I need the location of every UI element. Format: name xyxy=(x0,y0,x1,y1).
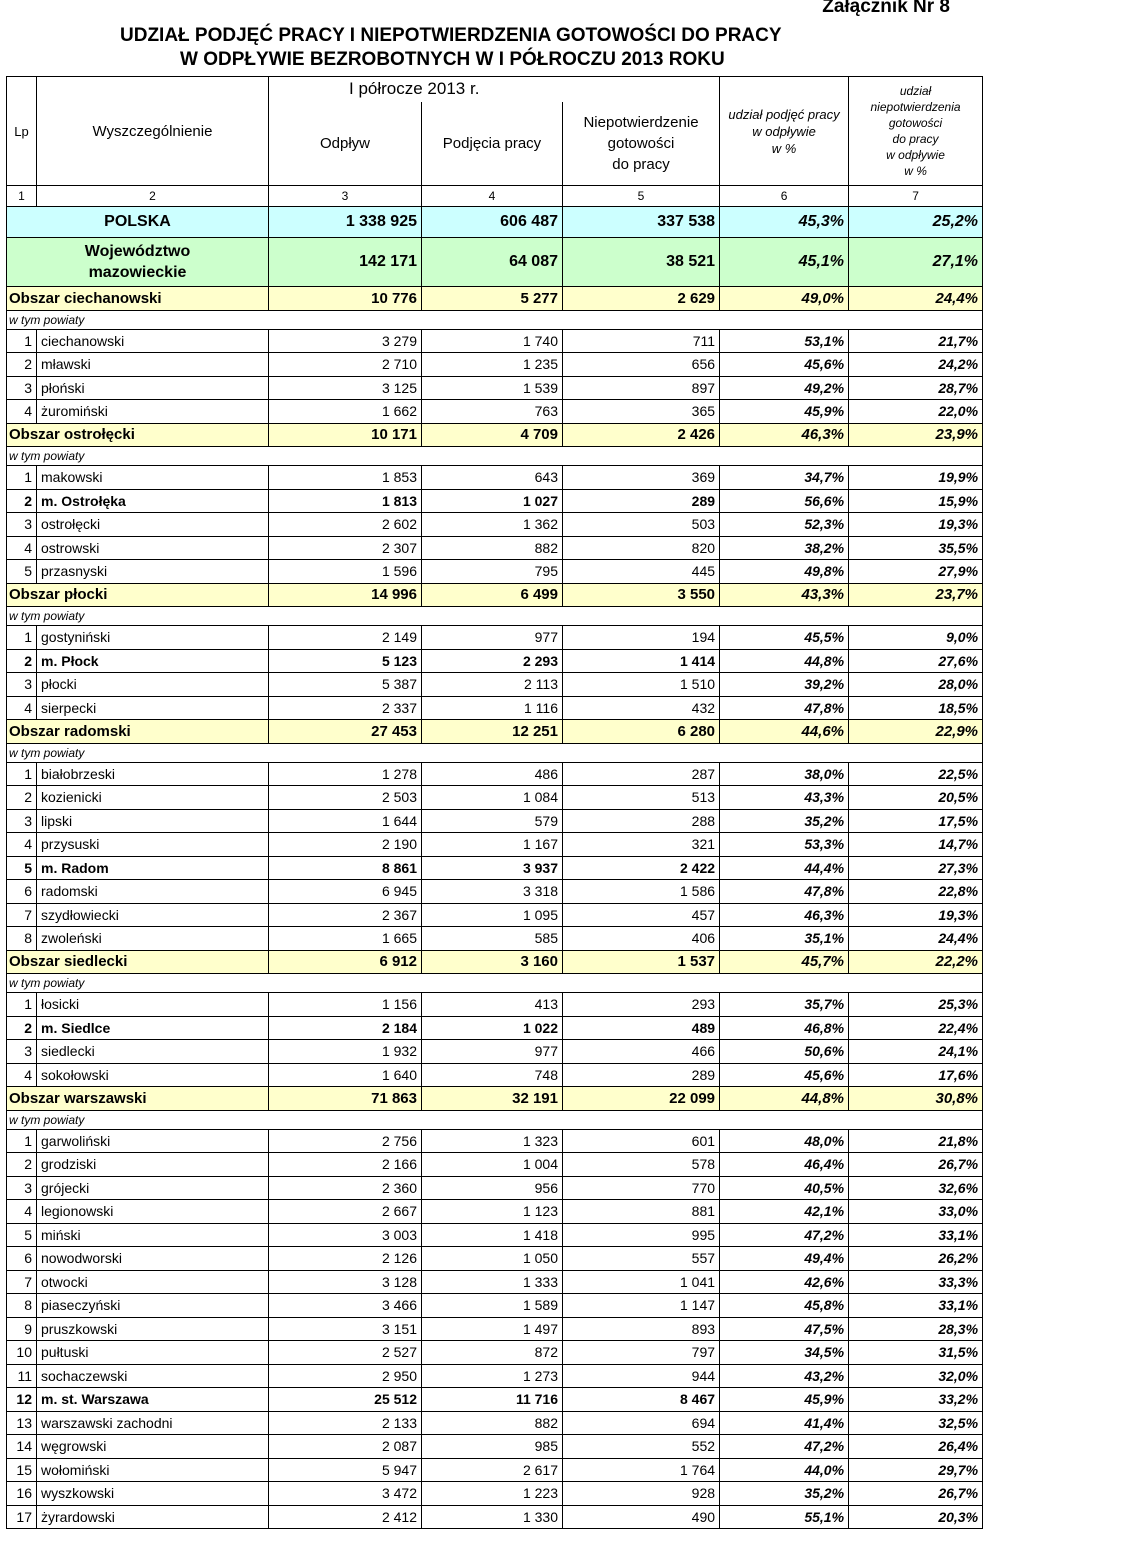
header-odplyw: Odpływ xyxy=(269,102,422,186)
table-row: 9 pruszkowski 3 151 1 497 893 47,5% 28,3% xyxy=(7,1317,983,1341)
header-lp: Lp xyxy=(7,77,37,186)
table-row: 1 białobrzeski 1 278 486 287 38,0% 22,5% xyxy=(7,762,983,786)
table-row: 16 wyszkowski 3 472 1 223 928 35,2% 26,7% xyxy=(7,1482,983,1506)
region-row: Obszar siedlecki 6 912 3 160 1 537 45,7% 22,2% xyxy=(7,950,983,974)
region-row: Obszar ostrołęcki 10 171 4 709 2 426 46,3% 23,9% xyxy=(7,423,983,447)
row-polska: POLSKA 1 338 925 606 487 337 538 45,3% 25,2% xyxy=(7,207,983,238)
title-line-2: W ODPŁYWIE BEZROBOTNYCH W I PÓŁROCZU 2013 ROKU xyxy=(180,49,725,70)
region-row: Obszar płocki 14 996 6 499 3 550 43,3% 23,7% xyxy=(7,583,983,607)
row-mazowieckie: Województwo mazowieckie 142 171 64 087 38 521 45,1% 27,1% xyxy=(7,238,983,287)
table-row: 2 kozienicki 2 503 1 084 513 43,3% 20,5% xyxy=(7,786,983,810)
table-row: 3 płocki 5 387 2 113 1 510 39,2% 28,0% xyxy=(7,673,983,697)
subheader-row: w tym powiaty xyxy=(7,743,983,762)
header-udzial-podjec: udział podjęć pracy w odpływie w % xyxy=(720,77,849,186)
data-table xyxy=(6,76,983,1529)
table-row: 5 miński 3 003 1 418 995 47,2% 33,1% xyxy=(7,1223,983,1247)
header-udzial-niepotw: udział niepotwierdzenia gotowości do pracy w odpływie w % xyxy=(849,77,983,186)
annex-label: Załącznik Nr 8 xyxy=(822,0,950,17)
table-row: 8 piaseczyński 3 466 1 589 1 147 45,8% 33,1% xyxy=(7,1294,983,1318)
table-row: 2 m. Ostrołęka 1 813 1 027 289 56,6% 15,9% xyxy=(7,489,983,513)
table-row: 17 żyrardowski 2 412 1 330 490 55,1% 20,3% xyxy=(7,1505,983,1529)
table-row: 6 radomski 6 945 3 318 1 586 47,8% 22,8% xyxy=(7,880,983,904)
table-row: 2 grodziski 2 166 1 004 578 46,4% 26,7% xyxy=(7,1153,983,1177)
header-period: I półrocze 2013 r. xyxy=(269,77,720,102)
subheader-row: w tym powiaty xyxy=(7,310,983,329)
subheader-row: w tym powiaty xyxy=(7,447,983,466)
table-row: 6 nowodworski 2 126 1 050 557 49,4% 26,2% xyxy=(7,1247,983,1271)
column-numbers: 1 2 3 4 5 6 7 xyxy=(7,186,983,207)
table-row: 3 grójecki 2 360 956 770 40,5% 32,6% xyxy=(7,1176,983,1200)
table-row: 4 ostrowski 2 307 882 820 38,2% 35,5% xyxy=(7,536,983,560)
subheader-row: w tym powiaty xyxy=(7,974,983,993)
header-wyszczegolnienie: Wyszczególnienie xyxy=(37,77,269,186)
table-row: 14 węgrowski 2 087 985 552 47,2% 26,4% xyxy=(7,1435,983,1459)
table-row: 2 mławski 2 710 1 235 656 45,6% 24,2% xyxy=(7,353,983,377)
table-row: 4 legionowski 2 667 1 123 881 42,1% 33,0% xyxy=(7,1200,983,1224)
table-row: 7 otwocki 3 128 1 333 1 041 42,6% 33,3% xyxy=(7,1270,983,1294)
table-row: 11 sochaczewski 2 950 1 273 944 43,2% 32,0% xyxy=(7,1364,983,1388)
table-row: 1 gostyniński 2 149 977 194 45,5% 9,0% xyxy=(7,626,983,650)
table-row: 13 warszawski zachodni 2 133 882 694 41,4% 32,5% xyxy=(7,1411,983,1435)
title-line-1: UDZIAŁ PODJĘĆ PRACY I NIEPOTWIERDZENIA GOTOWOŚCI DO PRACY xyxy=(120,25,782,46)
region-row: Obszar radomski 27 453 12 251 6 280 44,6% 22,9% xyxy=(7,720,983,744)
table-row: 8 zwoleński 1 665 585 406 35,1% 24,4% xyxy=(7,927,983,951)
table-row: 4 sierpecki 2 337 1 116 432 47,8% 18,5% xyxy=(7,696,983,720)
region-row: Obszar ciechanowski 10 776 5 277 2 629 49,0% 24,4% xyxy=(7,287,983,311)
table-row: 1 garwoliński 2 756 1 323 601 48,0% 21,8% xyxy=(7,1129,983,1153)
subheader-row: w tym powiaty xyxy=(7,607,983,626)
table-row: 4 sokołowski 1 640 748 289 45,6% 17,6% xyxy=(7,1063,983,1087)
region-row: Obszar warszawski 71 863 32 191 22 099 44,8% 30,8% xyxy=(7,1087,983,1111)
table-row: 15 wołomiński 5 947 2 617 1 764 44,0% 29,7% xyxy=(7,1458,983,1482)
table-row: 3 lipski 1 644 579 288 35,2% 17,5% xyxy=(7,809,983,833)
table-row: 5 przasnyski 1 596 795 445 49,8% 27,9% xyxy=(7,560,983,584)
table-row: 4 przysuski 2 190 1 167 321 53,3% 14,7% xyxy=(7,833,983,857)
table-row: 7 szydłowiecki 2 367 1 095 457 46,3% 19,3% xyxy=(7,903,983,927)
table-row: 3 ostrołęcki 2 602 1 362 503 52,3% 19,3% xyxy=(7,513,983,537)
table-row: 3 siedlecki 1 932 977 466 50,6% 24,1% xyxy=(7,1040,983,1064)
table-row: 1 ciechanowski 3 279 1 740 711 53,1% 21,7% xyxy=(7,329,983,353)
table-row: 1 łosicki 1 156 413 293 35,7% 25,3% xyxy=(7,993,983,1017)
table-row: 3 płoński 3 125 1 539 897 49,2% 28,7% xyxy=(7,376,983,400)
page-title xyxy=(0,24,960,72)
table-row: 2 m. Siedlce 2 184 1 022 489 46,8% 22,4% xyxy=(7,1016,983,1040)
subheader-row: w tym powiaty xyxy=(7,1110,983,1129)
header-niepotwierdzenie: Niepotwierdzenie gotowości do pracy xyxy=(563,102,720,186)
table-row: 5 m. Radom 8 861 3 937 2 422 44,4% 27,3% xyxy=(7,856,983,880)
header-podjecia: Podjęcia pracy xyxy=(422,102,563,186)
table-row: 12 m. st. Warszawa 25 512 11 716 8 467 45,9% 33,2% xyxy=(7,1388,983,1412)
table-row: 2 m. Płock 5 123 2 293 1 414 44,8% 27,6% xyxy=(7,649,983,673)
table-row: 4 żuromiński 1 662 763 365 45,9% 22,0% xyxy=(7,400,983,424)
table-row: 10 pułtuski 2 527 872 797 34,5% 31,5% xyxy=(7,1341,983,1365)
table-row: 1 makowski 1 853 643 369 34,7% 19,9% xyxy=(7,466,983,490)
